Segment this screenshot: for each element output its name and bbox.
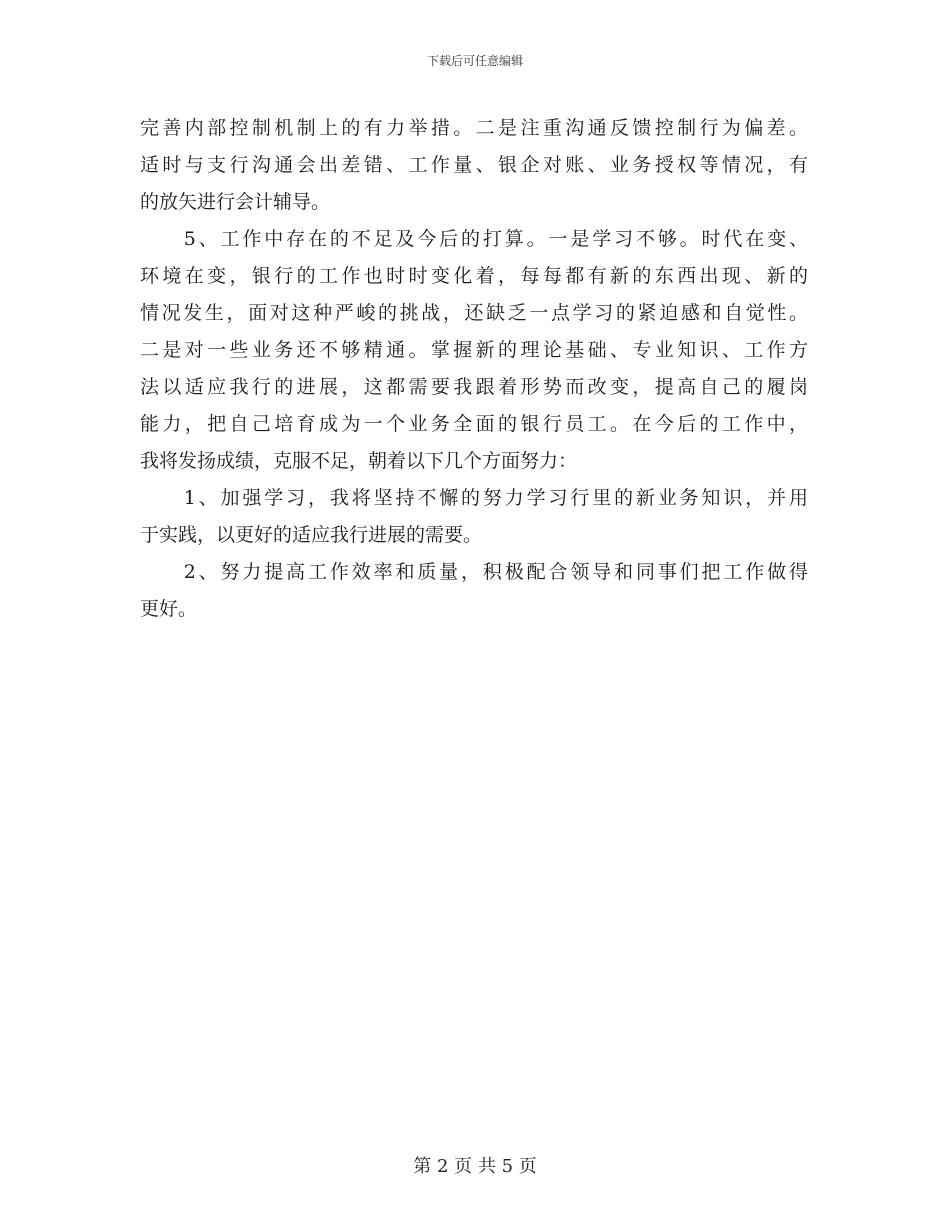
page-number-footer: 第 2 页 共 5 页: [413, 1156, 537, 1177]
body-line: 更好。: [140, 598, 198, 620]
body-line: 环境在变，银行的工作也时时变化着，每每都有新的东西出现、新的: [140, 265, 808, 287]
body-line: 2、努力提高工作效率和质量，积极配合领导和同事们把工作做得: [140, 561, 808, 583]
body-line: 的放矢进行会计辅导。: [140, 191, 331, 213]
body-line: 情况发生，面对这种严峻的挑战，还缺乏一点学习的紧迫感和自觉性。: [140, 302, 808, 324]
body-line: 完善内部控制机制上的有力举措。二是注重沟通反馈控制行为偏差。: [140, 117, 808, 139]
page-header: 下载后可任意编辑: [426, 54, 523, 68]
body-line: 于实践，以更好的适应我行进展的需要。: [140, 524, 483, 546]
body-line: 能力，把自己培育成为一个业务全面的银行员工。在今后的工作中，: [140, 413, 808, 435]
body-line: 适时与支行沟通会出差错、工作量、银企对账、业务授权等情况，有: [140, 154, 808, 176]
body-line: 1、加强学习，我将坚持不懈的努力学习行里的新业务知识，并用: [140, 487, 808, 509]
body-line: 二是对一些业务还不够精通。掌握新的理论基础、专业知识、工作方: [140, 339, 808, 361]
document-body: [140, 110, 808, 628]
body-line: 5、工作中存在的不足及今后的打算。一是学习不够。时代在变、: [140, 228, 808, 250]
body-line: 我将发扬成绩，克服不足，朝着以下几个方面努力：: [140, 450, 578, 472]
body-line: 法以适应我行的进展，这都需要我跟着形势而改变，提高自己的履岗: [140, 376, 808, 398]
